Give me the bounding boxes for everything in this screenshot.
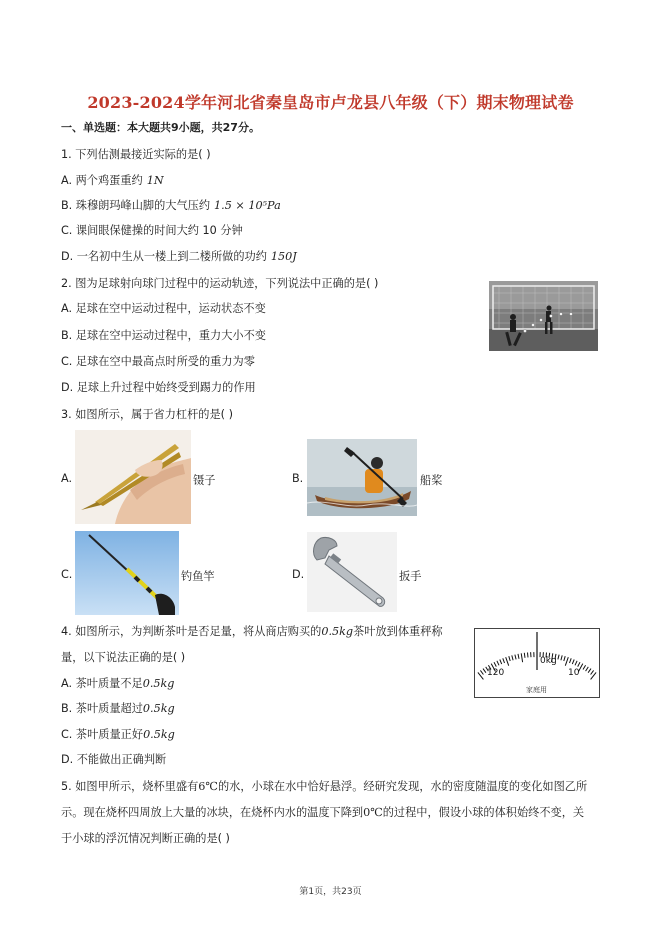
q3-option-b-label: B. — [292, 472, 304, 485]
scale-brand-label: 家庭用 — [526, 686, 547, 694]
q3-option-d-label: D. — [292, 568, 305, 581]
q3-option-a-label: A. — [61, 472, 73, 485]
scale-zero-label: 0kg — [540, 656, 557, 666]
q3-stem: 3. 如图所示，属于省力杠杆的是( ) — [61, 408, 233, 421]
q1-option-b: B. 珠穆朗玛峰山脚的大气压约 1.5 × 10⁵Pa — [61, 199, 281, 212]
q1-option-c: C. 课间眼保健操的时间大约 10 分钟 — [61, 224, 243, 237]
q4-stem-line2: 量，以下说法正确的是( ) — [61, 651, 186, 664]
q5-stem-line3: 于小球的浮沉情况判断正确的是( ) — [61, 832, 230, 845]
q2-option-c: C. 足球在空中最高点时所受的重力为零 — [61, 355, 255, 368]
q1-stem: 1. 下列估测最接近实际的是( ) — [61, 148, 211, 161]
q4-option-d: D. 不能做出正确判断 — [61, 753, 167, 766]
q1-option-a: A. 两个鸡蛋重约 1N — [61, 174, 164, 187]
q2-option-a: A. 足球在空中运动过程中，运动状态不变 — [61, 302, 266, 315]
scale-tick — [524, 653, 525, 658]
q3-option-b-caption: 船桨 — [420, 474, 443, 487]
kayak-photo — [307, 439, 417, 516]
scale-left-label: 120 — [487, 668, 505, 678]
q4-option-c: C. 茶叶质量正好0.5kg — [61, 728, 175, 741]
q3-option-d-caption: 扳手 — [399, 570, 422, 583]
q4-option-a: A. 茶叶质量不足0.5kg — [61, 677, 175, 690]
soccer-photo — [489, 281, 598, 351]
bathroom-scale-dial — [474, 628, 600, 698]
page-footer: 第1页，共23页 — [299, 887, 362, 897]
q1-option-d: D. 一名初中生从一楼上到二楼所做的功约 150J — [61, 250, 297, 263]
tweezers-photo — [75, 430, 191, 524]
paper-title: 2023-2024学年河北省秦皇岛市卢龙县八年级（下）期末物理试卷 — [87, 93, 574, 112]
q2-option-d: D. 足球上升过程中始终受到踢力的作用 — [61, 381, 256, 394]
q3-option-a-caption: 镊子 — [193, 474, 216, 487]
q2-option-b: B. 足球在空中运动过程中，重力大小不变 — [61, 329, 266, 342]
q4-stem-line1: 4. 如图所示，为判断茶叶是否足量，将从商店购买的0.5kg茶叶放到体重秤称 — [61, 625, 443, 638]
wrench-photo — [307, 532, 397, 612]
q5-stem-line2: 示。现在烧杯四周放上大量的冰块，在烧杯内水的温度下降到0℃的过程中，假设小球的体积始终不变，关 — [61, 806, 585, 819]
q5-stem-line1: 5. 如图甲所示，烧杯里盛有6℃的水，小球在水中恰好悬浮。经研究发现，水的密度随温度的变化如图乙所 — [61, 780, 588, 793]
fishing-rod-photo — [75, 531, 179, 615]
q2-stem: 2. 图为足球射向球门过程中的运动轨迹，下列说法中正确的是( ) — [61, 277, 379, 290]
q3-option-c-caption: 钓鱼竿 — [181, 570, 215, 583]
q4-option-b: B. 茶叶质量超过0.5kg — [61, 702, 175, 715]
scale-right-label: 10 — [568, 668, 580, 678]
section-heading: 一、单选题：本大题共9小题，共27分。 — [61, 121, 260, 134]
scale-tick — [528, 653, 529, 658]
q3-option-c-label: C. — [61, 568, 73, 581]
